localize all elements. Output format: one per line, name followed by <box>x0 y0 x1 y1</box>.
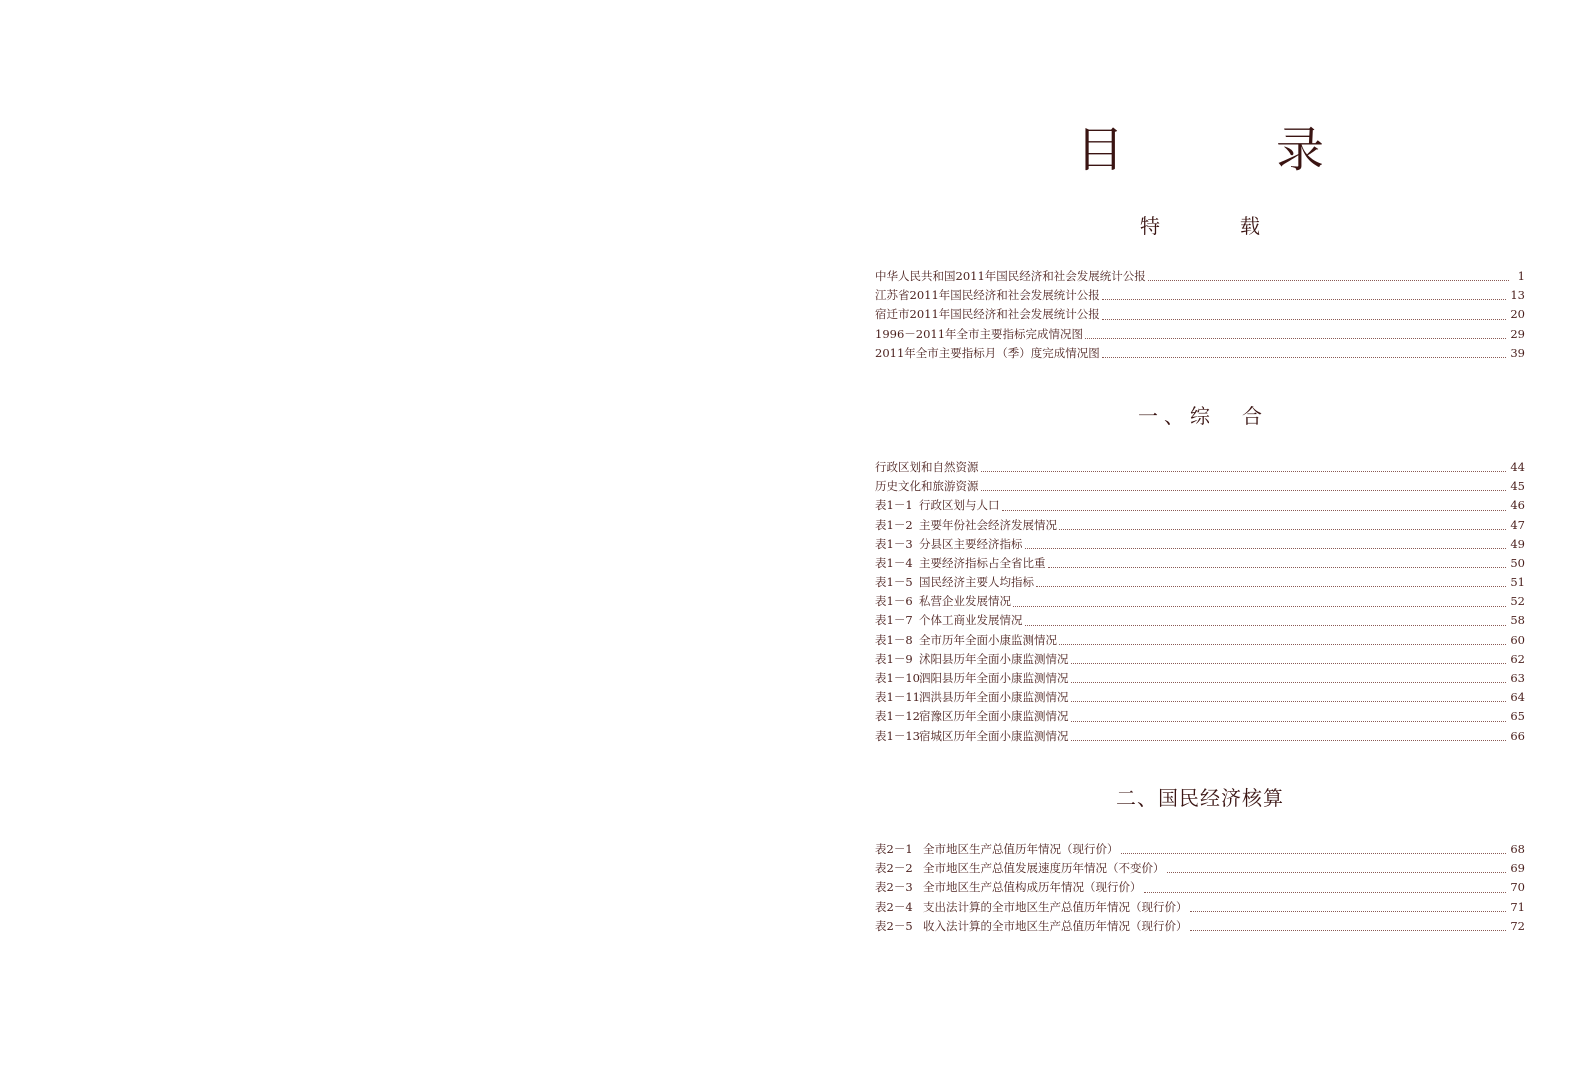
toc-entry[interactable] <box>875 305 1525 324</box>
toc-entry[interactable] <box>875 573 1525 592</box>
toc-entry-title: 泗阳县历年全面小康监测情况 <box>919 671 1069 686</box>
toc-entry-title: 全市地区生产总值发展速度历年情况（不变价） <box>923 861 1165 876</box>
toc-entry-title: 全市地区生产总值构成历年情况（现行价） <box>923 880 1142 895</box>
toc-entry-page: 52 <box>1510 594 1525 609</box>
page-title: 目 录 <box>1075 122 1376 178</box>
toc-entry[interactable] <box>875 325 1525 344</box>
toc-entry-code: 表2－1 <box>875 841 913 856</box>
dot-leader <box>1048 567 1507 568</box>
toc-entry-title: 全市历年全面小康监测情况 <box>919 632 1057 647</box>
toc-entry-page: 72 <box>1510 918 1525 933</box>
toc-entry[interactable] <box>875 496 1525 515</box>
toc-entry[interactable] <box>875 535 1525 554</box>
toc-entry-title: 宿豫区历年全面小康监测情况 <box>919 709 1069 724</box>
toc-entry-page: 62 <box>1510 651 1525 666</box>
toc-list-national-accounts <box>875 840 1525 936</box>
toc-entry[interactable] <box>875 688 1525 707</box>
toc-entry[interactable] <box>875 631 1525 650</box>
dot-leader <box>1144 892 1507 893</box>
dot-leader <box>981 490 1507 491</box>
dot-leader <box>1002 510 1507 511</box>
dot-leader <box>981 471 1507 472</box>
toc-entry-title: 行政区划与人口 <box>919 498 1000 513</box>
toc-entry[interactable] <box>875 878 1525 897</box>
dot-leader <box>1071 701 1507 702</box>
dot-leader <box>1071 663 1507 664</box>
toc-entry[interactable] <box>875 840 1525 859</box>
toc-entry-title: 支出法计算的全市地区生产总值历年情况（现行价） <box>923 899 1188 914</box>
toc-list-general <box>875 458 1525 746</box>
toc-entry-title: 全市地区生产总值历年情况（现行价） <box>923 841 1119 856</box>
toc-entry[interactable] <box>875 898 1525 917</box>
dot-leader <box>1071 682 1507 683</box>
toc-entry-page: 66 <box>1510 728 1525 743</box>
toc-entry-code: 表2－3 <box>875 880 913 895</box>
toc-entry-page: 64 <box>1510 690 1525 705</box>
toc-entry-page: 60 <box>1510 632 1525 647</box>
toc-entry-page: 70 <box>1510 880 1525 895</box>
toc-entry-code: 表1－12 <box>875 709 920 724</box>
toc-entry-title: 历史文化和旅游资源 <box>875 479 979 494</box>
toc-entry-title: 主要经济指标占全省比重 <box>919 555 1046 570</box>
toc-entry[interactable] <box>875 727 1525 746</box>
toc-entry-page: 1 <box>1517 268 1525 283</box>
toc-entry-code: 表1－8 <box>875 632 913 647</box>
toc-entry[interactable] <box>875 592 1525 611</box>
toc-entry-title: 个体工商业发展情况 <box>919 613 1023 628</box>
dot-leader <box>1059 529 1506 530</box>
toc-entry-page: 47 <box>1510 517 1525 532</box>
toc-entry[interactable] <box>875 344 1525 363</box>
toc-entry-page: 63 <box>1510 671 1525 686</box>
dot-leader <box>1190 911 1507 912</box>
toc-entry-page: 20 <box>1510 307 1525 322</box>
dot-leader <box>1013 606 1506 607</box>
section-heading-general: 一、综 合 <box>1138 404 1268 428</box>
toc-entry-page: 39 <box>1510 345 1525 360</box>
toc-entry-page: 58 <box>1510 613 1525 628</box>
toc-page <box>875 0 1525 1077</box>
toc-entry-page: 13 <box>1510 288 1525 303</box>
dot-leader <box>1025 625 1507 626</box>
toc-entry[interactable] <box>875 707 1525 726</box>
toc-entry-page: 49 <box>1510 536 1525 551</box>
toc-entry-code: 表2－4 <box>875 899 913 914</box>
toc-entry-code: 表1－9 <box>875 651 913 666</box>
toc-entry-title: 行政区划和自然资源 <box>875 459 979 474</box>
toc-entry-code: 表2－5 <box>875 918 913 933</box>
dot-leader <box>1071 740 1507 741</box>
toc-entry-title: 私营企业发展情况 <box>919 594 1011 609</box>
toc-entry-code: 表1－13 <box>875 728 920 743</box>
toc-entry-page: 51 <box>1510 575 1525 590</box>
toc-entry[interactable] <box>875 669 1525 688</box>
toc-entry-title: 宿迁市2011年国民经济和社会发展统计公报 <box>875 307 1100 322</box>
toc-entry-page: 45 <box>1510 479 1525 494</box>
toc-entry-page: 46 <box>1510 498 1525 513</box>
toc-entry-title: 分县区主要经济指标 <box>919 536 1023 551</box>
toc-entry-title: 中华人民共和国2011年国民经济和社会发展统计公报 <box>875 268 1146 283</box>
toc-entry-code: 表1－4 <box>875 555 913 570</box>
toc-entry-code: 表2－2 <box>875 861 913 876</box>
dot-leader <box>1059 644 1506 645</box>
toc-entry-title: 国民经济主要人均指标 <box>919 575 1034 590</box>
toc-entry-title: 沭阳县历年全面小康监测情况 <box>919 651 1069 666</box>
toc-entry[interactable] <box>875 477 1525 496</box>
toc-entry[interactable] <box>875 516 1525 535</box>
toc-entry[interactable] <box>875 554 1525 573</box>
toc-entry-code: 表1－11 <box>875 690 920 705</box>
dot-leader <box>1085 338 1506 339</box>
toc-entry-code: 表1－5 <box>875 575 913 590</box>
toc-entry[interactable] <box>875 286 1525 305</box>
dot-leader <box>1167 872 1507 873</box>
toc-entry-title: 宿城区历年全面小康监测情况 <box>919 728 1069 743</box>
blank-left-page <box>0 0 790 1077</box>
dot-leader <box>1102 357 1507 358</box>
section-heading-national-accounts: 二、国民经济核算 <box>1116 786 1284 810</box>
toc-entry-title: 主要年份社会经济发展情况 <box>919 517 1057 532</box>
toc-entry-page: 68 <box>1510 841 1525 856</box>
toc-entry-title: 2011年全市主要指标月（季）度完成情况图 <box>875 345 1100 360</box>
dot-leader <box>1036 586 1506 587</box>
toc-list-special <box>875 267 1525 363</box>
section-heading-special: 特 载 <box>1140 214 1290 238</box>
toc-entry-page: 29 <box>1510 326 1525 341</box>
dot-leader <box>1102 299 1507 300</box>
toc-entry-code: 表1－1 <box>875 498 913 513</box>
toc-entry-page: 71 <box>1510 899 1525 914</box>
toc-entry-code: 表1－3 <box>875 536 913 551</box>
dot-leader <box>1102 319 1507 320</box>
toc-entry-title: 江苏省2011年国民经济和社会发展统计公报 <box>875 288 1100 303</box>
toc-entry-page: 44 <box>1510 459 1525 474</box>
toc-entry-title: 泗洪县历年全面小康监测情况 <box>919 690 1069 705</box>
dot-leader <box>1121 853 1507 854</box>
toc-entry[interactable] <box>875 859 1525 878</box>
toc-entry[interactable] <box>875 612 1525 631</box>
toc-entry-title: 收入法计算的全市地区生产总值历年情况（现行价） <box>923 918 1188 933</box>
dot-leader <box>1025 548 1507 549</box>
dot-leader <box>1148 280 1509 281</box>
toc-entry-page: 65 <box>1510 709 1525 724</box>
toc-entry-code: 表1－7 <box>875 613 913 628</box>
toc-entry-page: 69 <box>1510 861 1525 876</box>
toc-entry[interactable] <box>875 650 1525 669</box>
toc-entry[interactable] <box>875 267 1525 286</box>
toc-entry-code: 表1－10 <box>875 671 920 686</box>
toc-entry-code: 表1－6 <box>875 594 913 609</box>
dot-leader <box>1071 721 1507 722</box>
toc-entry[interactable] <box>875 917 1525 936</box>
toc-entry-title: 1996－2011年全市主要指标完成情况图 <box>875 326 1084 341</box>
toc-entry[interactable] <box>875 458 1525 477</box>
dot-leader <box>1190 930 1507 931</box>
toc-entry-code: 表1－2 <box>875 517 913 532</box>
toc-entry-page: 50 <box>1510 555 1525 570</box>
